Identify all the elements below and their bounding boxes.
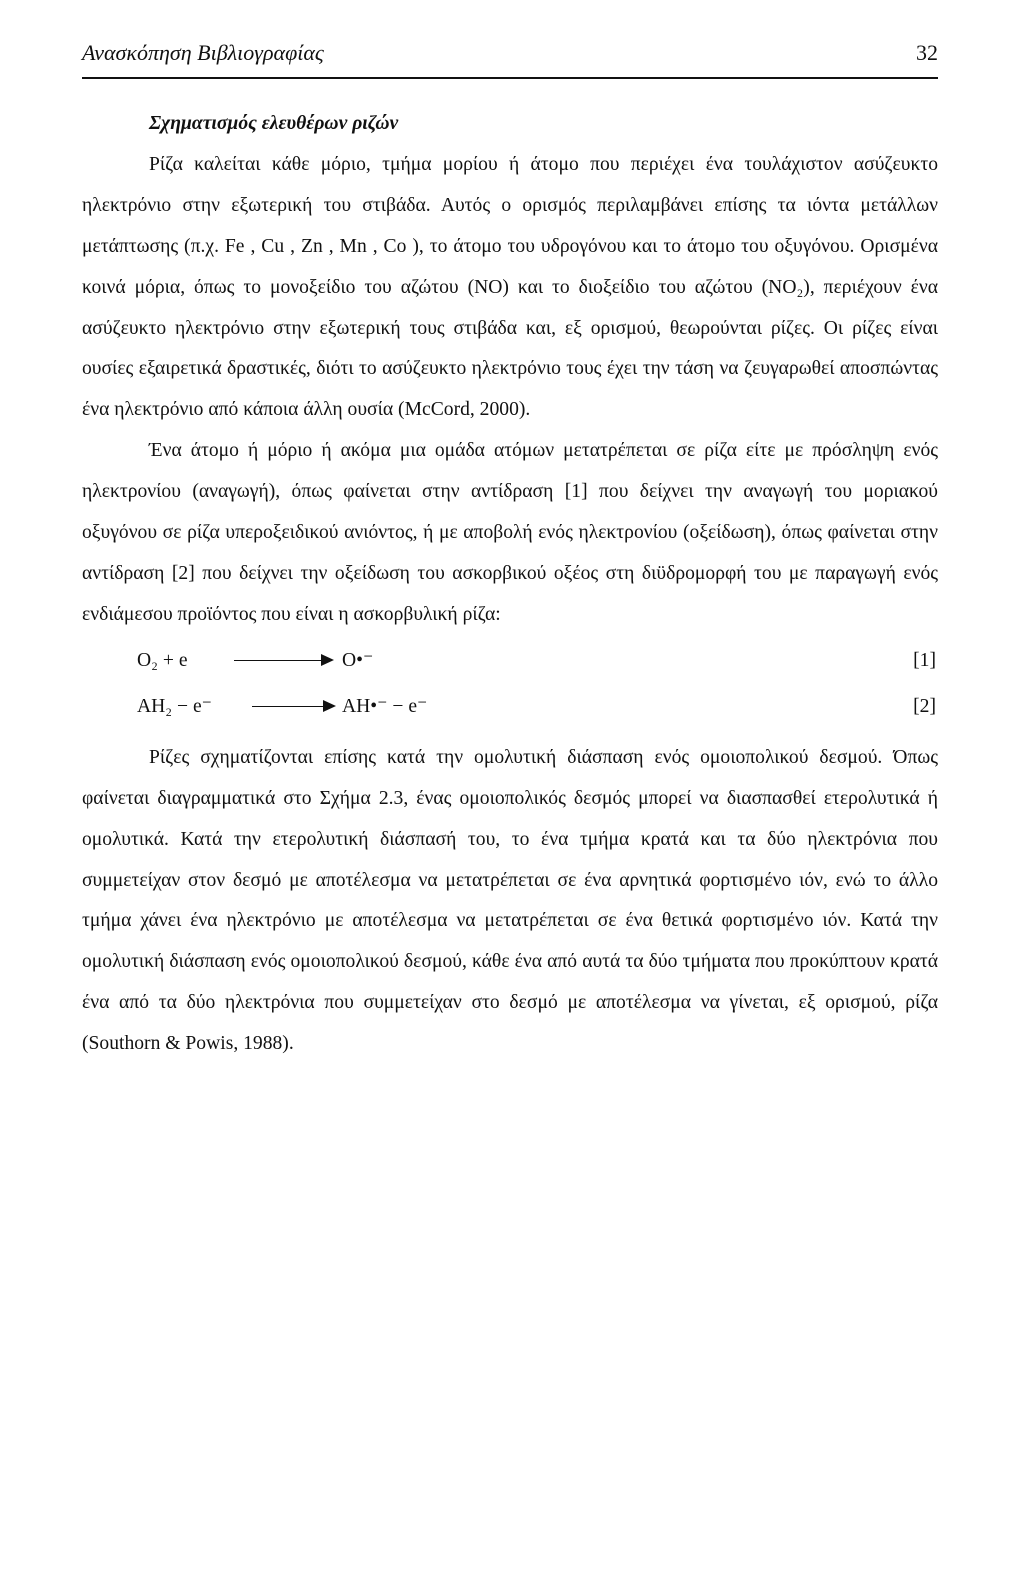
reaction-list — [82, 638, 938, 730]
reaction-arrow-icon — [234, 660, 322, 661]
paragraph-definition: Ρίζα καλείται κάθε μόριο, τμήμα μορίου ή άτομο που περιέχει ένα τουλάχιστον ασύζευκτο ηλεκτρόνιο στην εξωτερική του στιβάδα. Αυτός ο ορισμός περιλαμβάνει επίσης τα ιόντα μετάλλων μετάπτωσης (π.χ. Fe , Cu , Zn , Mn , Co ), το άτομο του υδρογόνου και το άτομο του οξυγόνου. Ορισμένα κοινά μόρια, όπως το μονοξείδιο του αζώτου (NO) και το διοξείδιο του αζώτου (NO₂), περιέχουν ένα ασύζευκτο ηλεκτρόνιο στην εξωτερική τους στιβάδα και, εξ ορισμού, θεωρούνται ρίζες. Οι ρίζες είναι ουσίες εξαιρετικά δραστικές, διότι το ασύζευκτο ηλεκτρόνιο τους έχει την τάση να ζευγαρωθεί αποσπώντας ένα ηλεκτρόνιο από κάποια άλλη ουσία (McCord, 2000). — [82, 153, 938, 421]
reaction-label: [1] — [913, 649, 936, 671]
reaction-1 — [82, 638, 938, 684]
reaction-2 — [82, 684, 938, 730]
reaction-product: O•⁻ — [342, 649, 374, 671]
running-head — [82, 40, 938, 74]
reaction-reactant: AH₂ − e⁻ — [137, 695, 213, 717]
reaction-label: [2] — [913, 695, 936, 717]
reaction-arrow-icon — [252, 706, 324, 707]
section-heading: Σχηματισμός ελευθέρων ριζών — [149, 113, 399, 134]
section-body — [82, 104, 938, 1065]
paragraph-homolytic-cleavage: Ρίζες σχηματίζονται επίσης κατά την ομολυτική διάσπαση ενός ομοιοπολικού δεσμού. Όπως φαίνεται διαγραμματικά στο Σχήμα 2.3, ένας ομοιοπολικός δεσμός μπορεί να διασπασθεί ετερολυτικά ή ομολυτικά. Κατά την ετερολυτική διάσπασή του, το ένα τμήμα κρατά και τα δύο ηλεκτρόνια που συμμετείχαν στον δεσμό με αποτέλεσμα να μετατρέπεται σε ένα αρνητικά φορτισμένο ιόν, ενώ το άλλο τμήμα χάνει ένα ηλεκτρόνιο με αποτέλεσμα να μετατρέπεται σε ένα θετικά φορτισμένο ιόν. Κατά την ομολυτική διάσπαση ενός ομοιοπολικού δεσμού, κάθε ένα από αυτά τα δύο τμήματα που προκύπτουν κρατά ένα από τα δύο ηλεκτρόνια που συμμετείχαν στο δεσμό με αποτέλεσμα να γίνεται, εξ ορισμού, ρίζα (Southorn & Powis, 1988). — [82, 746, 938, 1055]
paragraph-radical-formation: Ένα άτομο ή μόριο ή ακόμα μια ομάδα ατόμων μετατρέπεται σε ρίζα είτε με πρόσληψη ενός ηλεκτρονίου (αναγωγή), όπως φαίνεται στην αντίδραση [1] που δείχνει την αναγωγή του μοριακού οξυγόνου σε ρίζα υπεροξειδικού ανιόντος, ή με αποβολή ενός ηλεκτρονίου (οξείδωση), όπως φαίνεται στην αντίδραση [2] που δείχνει την οξείδωση του ασκορβικού οξέος στη διϋδρομορφή του με παραγωγή ενός ενδιάμεσου προϊόντος που είναι η ασκορβυλική ρίζα: — [82, 440, 938, 625]
running-title: Ανασκόπηση Βιβλιογραφίας — [82, 40, 324, 65]
page-number: 32 — [916, 40, 938, 65]
reaction-product: AH•⁻ − e⁻ — [342, 695, 428, 717]
reaction-reactant: O₂ + e — [137, 649, 188, 671]
header-rule — [82, 77, 938, 79]
